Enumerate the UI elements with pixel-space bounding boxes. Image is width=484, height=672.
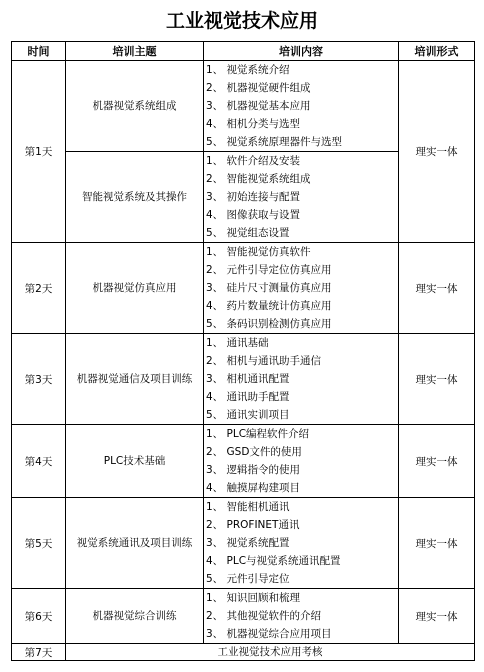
table-row xyxy=(12,334,475,425)
content-item: 2、 机器视觉硬件组成 xyxy=(206,82,311,94)
content-item: 2、 PROFINET通讯 xyxy=(206,519,300,531)
topic-cell: 智能视觉系统及其操作 xyxy=(66,152,204,243)
content-item: 3、 视觉系统配置 xyxy=(206,537,290,549)
header-topic: 培训主题 xyxy=(66,42,204,61)
content-item: 1、 智能视觉仿真软件 xyxy=(206,246,311,258)
content-item: 2、 其他视觉软件的介绍 xyxy=(206,610,322,622)
content-item: 4、 相机分类与选型 xyxy=(206,118,301,130)
document-title: 工业视觉技术应用 xyxy=(165,10,318,32)
content-item: 4、 药片数量统计仿真应用 xyxy=(206,300,332,312)
topic-cell: 机器视觉通信及项目训练 xyxy=(66,334,204,425)
mode-cell: 理实一体 xyxy=(399,589,475,644)
mode-cell: 理实一体 xyxy=(399,61,475,243)
day-cell: 第7天 xyxy=(12,644,66,661)
day-cell: 第2天 xyxy=(12,243,66,334)
topic-cell: 机器视觉仿真应用 xyxy=(66,243,204,334)
day-cell: 第1天 xyxy=(12,61,66,243)
mode-cell: 理实一体 xyxy=(399,334,475,425)
content-cell xyxy=(204,425,399,498)
content-item: 5、 元件引导定位 xyxy=(206,573,290,585)
content-cell xyxy=(204,152,399,243)
content-item: 1、 PLC编程软件介绍 xyxy=(206,428,310,440)
table-row xyxy=(12,498,475,589)
content-item: 3、 相机通讯配置 xyxy=(206,373,290,385)
table-row xyxy=(12,61,475,152)
content-item: 1、 软件介绍及安装 xyxy=(206,155,301,167)
content-item: 2、 相机与通讯助手通信 xyxy=(206,355,322,367)
content-item: 4、 通讯助手配置 xyxy=(206,391,290,403)
header-content: 培训内容 xyxy=(204,42,399,61)
topic-cell: 机器视觉系统组成 xyxy=(66,61,204,152)
content-cell xyxy=(204,334,399,425)
table-header-row xyxy=(12,42,475,61)
content-item: 3、 逻辑指令的使用 xyxy=(206,464,301,476)
training-schedule-table xyxy=(11,41,475,661)
content-item: 5、 条码识别检测仿真应用 xyxy=(206,318,332,330)
day-cell: 第5天 xyxy=(12,498,66,589)
content-cell xyxy=(204,61,399,152)
header-time: 时间 xyxy=(12,42,66,61)
mode-cell: 理实一体 xyxy=(399,425,475,498)
table-row xyxy=(12,589,475,644)
table-row xyxy=(12,243,475,334)
content-item: 1、 智能相机通讯 xyxy=(206,501,290,513)
content-cell xyxy=(204,498,399,589)
content-item: 1、 通讯基础 xyxy=(206,337,269,349)
topic-cell: 机器视觉综合训练 xyxy=(66,589,204,644)
content-item: 3、 机器视觉基本应用 xyxy=(206,100,311,112)
content-item: 2、 GSD文件的使用 xyxy=(206,446,302,458)
table-row xyxy=(12,644,475,661)
content-item: 3、 初始连接与配置 xyxy=(206,191,301,203)
day-cell: 第4天 xyxy=(12,425,66,498)
mode-cell: 理实一体 xyxy=(399,498,475,589)
content-item: 2、 智能视觉系统组成 xyxy=(206,173,311,185)
content-item: 4、 图像获取与设置 xyxy=(206,209,301,221)
header-mode: 培训形式 xyxy=(399,42,475,61)
content-cell xyxy=(204,589,399,644)
content-cell xyxy=(204,243,399,334)
content-item: 1、 视觉系统介绍 xyxy=(206,64,290,76)
content-item: 4、 PLC与视觉系统通讯配置 xyxy=(206,555,341,567)
day-cell: 第6天 xyxy=(12,589,66,644)
content-item: 5、 通讯实训项目 xyxy=(206,409,290,421)
mode-cell: 理实一体 xyxy=(399,243,475,334)
topic-cell: PLC技术基础 xyxy=(66,425,204,498)
content-item: 4、 触摸屏构建项目 xyxy=(206,482,301,494)
content-item: 3、 硅片尺寸测量仿真应用 xyxy=(206,282,332,294)
topic-cell: 视觉系统通讯及项目训练 xyxy=(66,498,204,589)
content-item: 1、 知识回顾和梳理 xyxy=(206,592,301,604)
table-row xyxy=(12,425,475,498)
content-item: 5、 视觉组态设置 xyxy=(206,227,290,239)
day-cell: 第3天 xyxy=(12,334,66,425)
content-item: 5、 视觉系统原理器件与选型 xyxy=(206,136,343,148)
content-item: 3、 机器视觉综合应用项目 xyxy=(206,628,332,640)
exam-cell: 工业视觉技术应用考核 xyxy=(66,644,475,661)
content-item: 2、 元件引导定位仿真应用 xyxy=(206,264,332,276)
